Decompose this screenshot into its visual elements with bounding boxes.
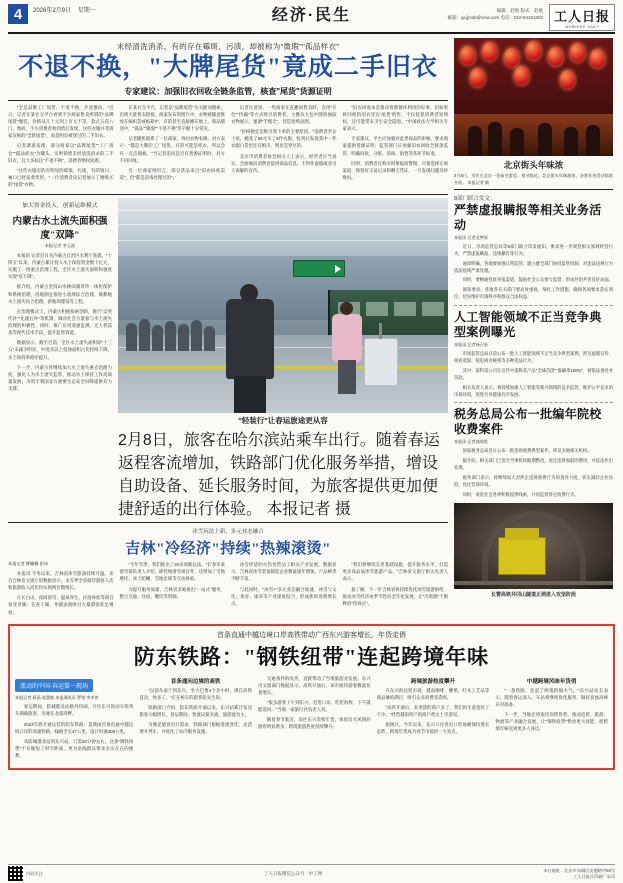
safety-line: [118, 366, 448, 369]
masthead-right: [448, 4, 615, 31]
right-story-1: [454, 194, 613, 301]
dateline-date: 2026年2月9日: [33, 8, 72, 14]
passenger-man-legs: [234, 376, 266, 413]
page-number: 4: [8, 4, 28, 24]
contact-info: [448, 4, 543, 21]
im-byline: 本报记者 李玉波: [44, 243, 76, 249]
dateline-weekday: 星期一: [77, 8, 96, 14]
photo-lantern: [454, 38, 613, 156]
lead-col-2: 在某社交平台，记者以"品牌尾货"为关键词搜索，出现大量售卖链接。商家发布的图片中，衣物被随意堆放在编织袋或纸箱中，有的甚至直接摊在地上。商品描述中，"孤品""微瑕""不退不换"等字眼十分常见。 记者随机联系了一位商家，询问衣物来源。对方表示："都是大牌的工厂尾货，有的可能是样衣，所以会有一点点瑕疵。"当记者追问是否有货源证明时，对方不再回复。 另一位商家则坦言，部分货品来自"旧衣回收渠道"，但"都是消毒处理过的"。: [119, 104, 225, 180]
station-illustration: [118, 198, 448, 413]
r3-body: 国家税务总局近日公布一批违规收费典型案件，涉及多地相关机构。 据介绍，相关部门已责令当事机构限期整改，退还违规收取的费用，并依法作出处理。 税务部门表示，将继续加大对涉企违规收费行为的查处力度，切实减轻企业负担，优化营商环境。 同时，欢迎社会各界积极提供线索，共同监督涉企收费行为。: [454, 447, 613, 497]
feature-tag: 流动的中国·春运第一现场: [15, 679, 93, 692]
page-footer: [8, 864, 615, 881]
r1-body: 近日，市场监管总局等8部门联合印发通知，要求进一步规范相关领域经营行为，严禁虚报瞒报、违规操作等行为。 通知明确，各地要加强日常监管，建立健全部门协同监管机制，对违法违规行为依法依规严肃处理。 同时，要畅通投诉举报渠道，鼓励社会公众参与监督，形成共治共管良好局面。 通知要求，各地各有关部门要高度重视，细化工作措施，确保各项要求落实到位，切实维护市场秩序和群众合法权益。: [454, 243, 613, 300]
divider: [8, 522, 448, 523]
second-row: [8, 198, 448, 519]
jilin-col-3: 冰雪经济的火热也带动了相关产业发展。数据显示，吉林省冰雪装备制造企业数量逐年增加，产品种类不断丰富。 与此同时，"冰雪+"多元业态融合加速，冰雪与文化、体育、康养等产业深度结合，形成新的消费增长点。: [231, 562, 337, 606]
jilin-col-2: "今年雪季，我们推出了20多项新玩法。"长春市某滑雪场负责人介绍，除传统滑雪项目外，还增加了雪地摩托、冰上陀螺、雪地足球等互动体验。 为提升服务质量，吉林省多地推出"一站式"服务，整合交通、住宿、餐饮等资源。: [119, 562, 225, 599]
lead-headline: 不退不换，"大牌尾货"竟成二手旧衣: [18, 54, 438, 81]
suitcase: [364, 338, 398, 386]
im-kicker: 加大资金投入，创新运维模式: [22, 203, 98, 210]
r2-body: 市场监管总局日前公布一批人工智能领域不正当竞争典型案例，涉及虚假宣传、商业诋毁、侵犯商业秘密等多种违法行为。 其中，某科技公司在宣传中谎称其产品"全球首创""准确率100%"，被依法查处并罚款。 相关负责人表示，将持续加强人工智能等新兴领域的竞争监管，维护公平竞争的市场环境，促进行业健康有序发展。: [454, 350, 613, 397]
photo-tunnel: [454, 503, 613, 589]
r1-byline: 本报讯 记者北梦原: [454, 235, 488, 241]
r2-byline: 本报讯 记者杨召奎: [454, 342, 488, 348]
lead-story: [8, 41, 448, 191]
feature-col-2: "以前从南宁到东兴，坐大巴要4个多小时，现在高铁直达，快多了。"正在候车的旅客张先生说。 铁路部门介绍，防东铁路开通以来，东兴站累计发送旅客大幅增长。春运期间，客流以探亲流、旅游流为主。 为满足旅客出行需求，铁路部门根据客流变化，灵活增开列车，并优化了站内服务设施。: [139, 687, 252, 735]
lead-body: [8, 104, 448, 191]
divider: [454, 189, 613, 190]
photo-lantern-caption: 北京街头年味浓: [503, 160, 564, 170]
right-story-3: [454, 407, 613, 498]
jilin-col-1: 本报讯 今冬以来，吉林省冰雪旅游持续升温。来自吉林省文旅厅的数据显示，本雪季全省接待游客人次和旅游收入同比均实现两位数增长。 在长白山，夜间滑雪、温泉养生、民俗体验等项目备受青睐；在查干湖，冬捕表演吸引大量游客驻足观看。: [8, 570, 114, 615]
dateline: [33, 4, 96, 16]
exit-sign-icon: [293, 260, 345, 277]
passenger-woman-legs: [338, 360, 356, 394]
masthead: [8, 0, 615, 34]
passenger-man-head: [240, 284, 258, 302]
feature-kicker: 首条直通中越边境口岸高铁带动广西东兴游客增长，年货走俏: [217, 631, 406, 639]
qr-code-icon: [8, 866, 23, 881]
r3-byline: 本报讯 记者曲欣悦: [454, 439, 488, 445]
construction-machine: [498, 537, 546, 575]
lead-col-1: "全是品牌工厂尾货，不退不换，介意慎拍。"近日，记者在某社交平台看到不少商家售卖所谓的"品牌尾货"服装，价格从几十元到上百元不等，款式五花八门。然而，不少消费者收到货后发现，这些衣服并非商家宣称的"全新尾货"，而是明显被穿过的二手旧衣。 记者调查发现，部分商家以"品牌尾货""工厂清仓""孤品样衣"为噱头，实则销售未经清洗消杀的二手旧衣，且大多标注"不退不换"，消费者维权困难。 "这些衣服有的有明显的霉斑、污渍，有的领口、袖口已经发黄变形。"一位消费者向记者展示了她购买的"尾货"衣物。: [8, 104, 114, 187]
story-jilin: [8, 527, 448, 619]
feature-col-4: 在东兴的边贸市场，越南咖啡、腰果、红木工艺品等商品琳琅满目，吸引众多消费者选购。 "高铁开通后，来进货的商户多了，我们的生意也好了不少。"经营越南特产的商户黄女士笑着说。 据统计，今年以来，东兴口岸进出口贸易额保持增长态势，跨境年货成为春节市场的一大亮点。: [376, 687, 490, 735]
divider: [8, 194, 448, 195]
contact-line-1: 编辑：赵航 版式：赵航: [496, 8, 543, 13]
bottom-feature: [8, 624, 615, 771]
jilin-headline: 吉林"冷经济"持续"热辣滚烫": [125, 541, 331, 558]
feature-byline: 本报记者 蒋菡 庞慧敏 本报通讯员 罗翔 李幸鸿: [15, 694, 99, 700]
feature-sub-2: 跨境旅游热度攀升: [410, 678, 455, 685]
story-inner-mongolia: [8, 198, 112, 519]
footer-left: 扫码关注: [26, 870, 43, 876]
lead-subhead: 专家建议：加强旧衣回收全链条监管，核查"尾货"货源证明: [124, 86, 332, 96]
photo-station-block: [118, 198, 448, 519]
lead-col-3: 记者注意到，一些商家在直播间售卖时，会用"开包""捡漏"等方式吸引消费者。主播从大包中随机抽取衣物展示，强调"手慢无"，营造抢购氛围。 "价格便宜是吸引我下单的主要原因。"消费者李女士说，她花了59元买了3件衣服，收到后发现其中一件衣服口袋里还有纸巾，明显是穿过的。 北京市消费者协会相关人士表示，经营者应当真实、全面地向消费者提供商品信息，不得作虚假或者引人误解的宣传。: [231, 104, 337, 173]
feature-body: [15, 675, 608, 763]
feature-col-1: 春运期间，防城港北站格外热闹。开往东兴的动车组列车满载旅客，奔驰在北部湾畔。 2023年底开通运营的防东铁路，是我国首条直通中越边境口岸的高速铁路，线路全长47公里，设计时速200公里。 从防城港北站到东兴站，只需20分钟左右。这条"钢铁纽带"不仅缩短了时空距离，更为沿线群众带来实实在在的便利。: [15, 704, 134, 759]
photo-station-caption-bold: "轻装行"让春运旅途更从容: [238, 416, 328, 426]
footer-right-1: 本社地址：北京市东城区安德路甲68号: [543, 867, 615, 873]
paper-logo: [549, 4, 615, 31]
feature-sub-1: 首条通向边境的高铁: [170, 678, 221, 685]
im-body: 本报讯 记者近日从内蒙古自治区水利厅获悉，"十四五"以来，内蒙古累计投入水土保持资金数十亿元，实施了一批重点治理工程，全区水土流失面积和强度实现"双下降"。 据介绍，内蒙古坚持山水林田湖草沙一体化保护和系统治理，因地制宜推进小流域综合治理、坡耕地水土流失综合治理、淤地坝建设等工程。 在治理模式上，内蒙古积极探索创新，推行"以奖代补""先建后补"等机制，调动社会力量参与水土流失治理的积极性。同时，推广应用遥感监测、无人机巡查等现代技术手段，提升监管效能。 数据显示，截至目前，全区水土流失面积较"十三五"末减少明显，中度及以上侵蚀面积占比持续下降，水土保持率稳步提升。 下一步，内蒙古将继续加大水土流失重点治理力度，强化人为水土流失监管，推动水土保持工作高质量发展，为筑牢我国北方重要生态安全屏障提供有力支撑。: [8, 252, 112, 392]
footer-right-2: 工人日报社印刷厂承印: [573, 873, 615, 879]
page-title: 经济·民生: [271, 7, 352, 24]
crowd: [126, 311, 222, 351]
photo-tunnel-caption: 长赞高铁井冈山隧道正洞进入攻坚阶段: [490, 591, 576, 598]
right-story-2: [454, 310, 613, 398]
page-content: [8, 34, 615, 619]
contact-line-2: 邮箱：gr.jjmsb@sina.com 电话：010-84151602: [447, 15, 543, 21]
photo-lantern-sub: 2月8日，市民在北京一处庙会游览。春节临近，北京街头年味渐浓，各类年俗活动陆续开展。 本报记者 摄: [454, 173, 613, 185]
jilin-col-4: "我们将继续完善基础设施，提升服务水平，打造更多高品质冰雪旅游产品。"吉林省文旅厅相关负责人表示。 据了解，下一步吉林省将持续优化冰雪旅游供给，推动冰雪经济由季节性向全年化发展，让"冷资源"不断释放"热效应"。: [342, 562, 448, 606]
lead-kicker: 未经清洗消杀、有的存在霉斑、污渍，却被称为"微瑕""孤品样衣": [116, 42, 340, 51]
divider: [454, 305, 613, 306]
jilin-byline: 本报记者 柳姗姗 彭冰: [8, 561, 49, 567]
passenger-woman: [332, 314, 362, 362]
jilin-body: [8, 561, 448, 619]
r1-headline: 严禁虚报瞒报等相关业务活动: [454, 203, 602, 232]
im-headline: 内蒙古水土流失面积强度"双降": [12, 217, 108, 242]
feature-sub-3: 中越跨境风味年货俏: [526, 678, 577, 685]
divider: [8, 100, 448, 101]
photo-station: [118, 198, 448, 413]
r1-kicker: 8部门联合发文：: [454, 196, 496, 203]
feature-headline: 防东铁路："钢铁纽带"连起跨境年味: [133, 644, 490, 669]
passenger-man: [226, 299, 274, 379]
photo-station-caption: 2月8日，旅客在哈尔滨站乘车出行。随着春运返程客流增加，铁路部门优化服务举措，增设自助设备、延长服务时间，为旅客提供更加便捷舒适的出行体验。 本报记者 摄: [118, 432, 440, 519]
feature-col-3: 交通条件的改善，直接带动了当地旅游业发展。东兴市文旅部门数据显示，高铁开通后，该市接待游客数量显著增长。 "很多游客上午到东兴，逛逛口岸、吃吃海鲜，下午就能返回。"当地一家旅行社负责人说。 随着春节临近，前往东兴采购年货、体验边关风情的游客明显增多，跨境旅游热度持续攀升。: [257, 675, 371, 730]
main-column: [8, 38, 448, 619]
divider: [454, 402, 613, 403]
jilin-kicker: 冰雪玩法上新，多元业态融合: [192, 529, 264, 536]
paper-name-cn: 工人日报: [553, 9, 610, 24]
tunnel-track: [454, 581, 613, 585]
r3-headline: 税务总局公布一批编年院校收费案件: [454, 407, 602, 436]
feature-col-5: "一条铁路，连起了两地的烟火气。"东兴站站长表示，随着春运深入，车站将继续优化服务，做好客流高峰应对准备。 下一步，当地还将依托高铁优势，推动边贸、旅游、物流等产业融合发展，让"钢铁纽带"释放更大效能，把跨境年味送到更多人身边。: [495, 687, 608, 732]
ceiling: [118, 198, 448, 256]
right-column: [454, 38, 613, 619]
lead-col-4: "旧衣回收本是推动资源循环利用的好事，但如果将回收的旧衣冒充'尾货'销售，不仅侵犯消费者知情权，还可能带来卫生安全隐患。"中国政法大学相关专家表示。 专家建议，平台应加强对此类商品的审核，要求商家提供货源证明；监管部门应加强旧衣回收全链条监管，明确回收、分拣、消毒、销售等各环节标准。 同时，消费者在购买时要提高警惕，尽量选择正规渠道，保留好交易记录和聊天凭证，一旦发现问题及时维权。: [342, 104, 448, 180]
r2-headline: 人工智能领域不正当竞争典型案例曝光: [454, 310, 602, 339]
footer-center: 工人日报微信公众号 · 中工网: [264, 870, 323, 876]
paper-name-en: WORKERS' DAILY: [565, 25, 599, 29]
